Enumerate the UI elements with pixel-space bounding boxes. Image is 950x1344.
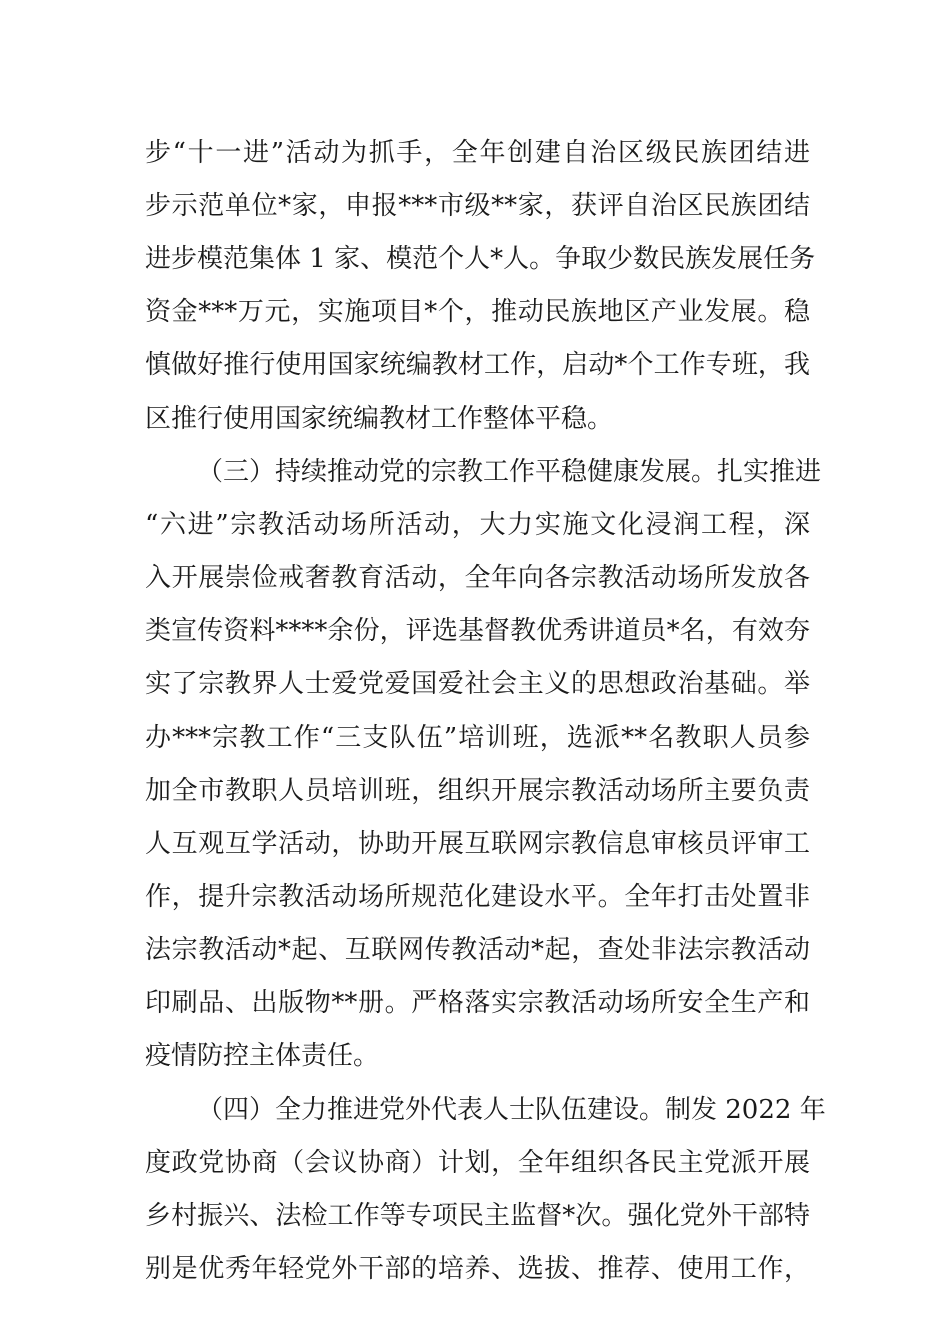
text-line: 乡村振兴、法检工作等专项民主监督*次。强化党外干部特	[145, 1201, 810, 1231]
text-line: 疫情防控主体责任。	[145, 1041, 380, 1071]
text-line: 人互观互学活动，协助开展互联网宗教信息审核员评审工	[145, 829, 810, 859]
text-line: 进步模范集体 1 家、模范个人*人。争取少数民族发展任务	[145, 244, 816, 274]
text-line: 别是优秀年轻党外干部的培养、选拔、推荐、使用工作，	[145, 1254, 810, 1284]
text-line: 慎做好推行使用国家统编教材工作，启动*个工作专班，我	[145, 350, 810, 380]
text-line: 实了宗教界人士爱党爱国爱社会主义的思想政治基础。举	[145, 669, 810, 699]
text-line: 类宣传资料****余份，评选基督教优秀讲道员*名，有效夯	[145, 616, 810, 646]
text-line: 法宗教活动*起、互联网传教活动*起，查处非法宗教活动	[145, 935, 810, 965]
section-heading-line: （四）全力推进党外代表人士队伍建设。制发 2022 年	[197, 1095, 826, 1125]
text-line: 度政党协商（会议协商）计划，全年组织各民主党派开展	[145, 1148, 810, 1178]
text-line: 步“十一进”活动为抓手，全年创建自治区级民族团结进	[145, 138, 810, 168]
text-line: 步示范单位*家，申报***市级**家，获评自治区民族团结	[145, 191, 810, 221]
text-line: 加全市教职人员培训班，组织开展宗教活动场所主要负责	[145, 776, 810, 806]
text-line: 办***宗教工作“三支队伍”培训班，选派**名教职人员参	[145, 723, 810, 753]
text-line: “六进”宗教活动场所活动，大力实施文化浸润工程，深	[145, 510, 810, 540]
text-line: 资金***万元，实施项目*个，推动民族地区产业发展。稳	[145, 297, 810, 327]
text-line: 作，提升宗教活动场所规范化建设水平。全年打击处置非	[145, 882, 810, 912]
text-line: 入开展崇俭戒奢教育活动，全年向各宗教活动场所发放各	[145, 563, 810, 593]
section-heading-line: （三）持续推动党的宗教工作平稳健康发展。扎实推进	[197, 457, 822, 487]
text-line: 区推行使用国家统编教材工作整体平稳。	[145, 404, 614, 434]
text-line: 印刷品、出版物**册。严格落实宗教活动场所安全生产和	[145, 988, 810, 1018]
